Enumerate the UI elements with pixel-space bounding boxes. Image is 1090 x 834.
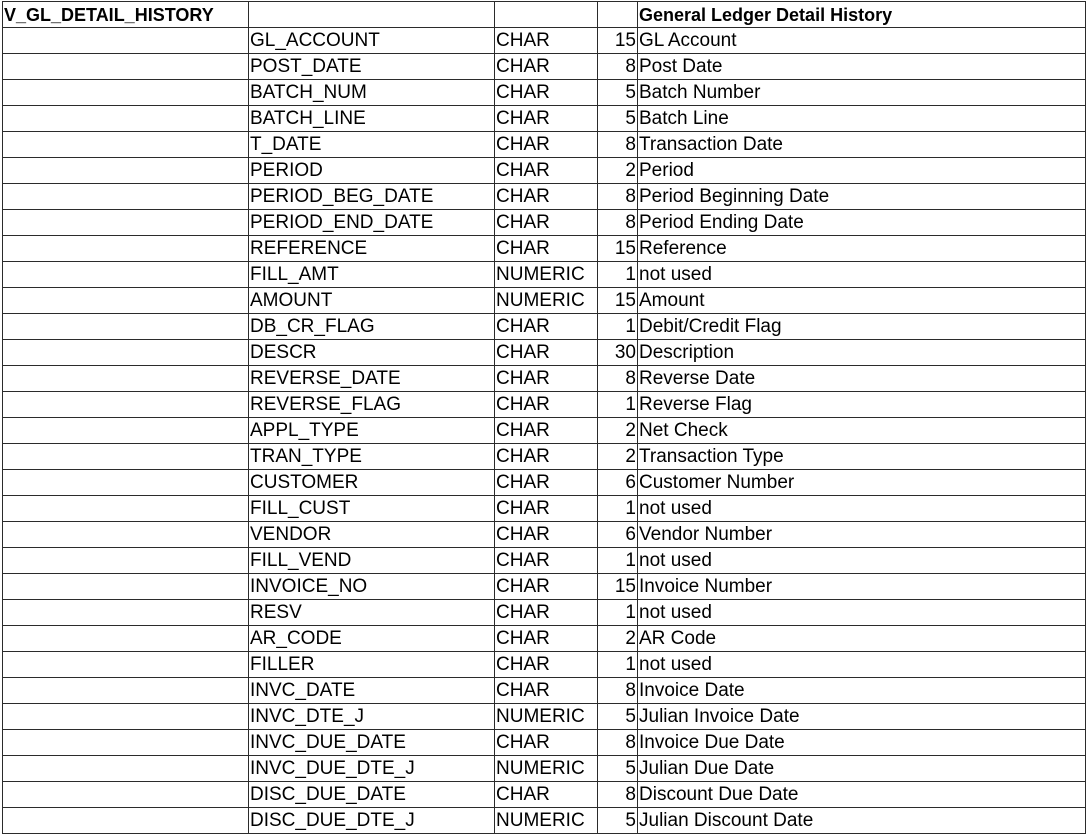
length-cell[interactable]: 8 xyxy=(598,210,638,236)
field-name-cell[interactable]: FILL_AMT xyxy=(249,262,495,288)
blank-cell[interactable] xyxy=(3,652,249,678)
table-row xyxy=(3,80,1086,106)
description-cell[interactable]: not used xyxy=(638,652,1086,678)
field-name-cell[interactable]: INVC_DTE_J xyxy=(249,704,495,730)
field-name-cell[interactable]: APPL_TYPE xyxy=(249,418,495,444)
data-type-cell[interactable]: NUMERIC xyxy=(495,756,598,782)
table-row xyxy=(3,496,1086,522)
length-cell[interactable]: 1 xyxy=(598,314,638,340)
data-type-cell[interactable]: CHAR xyxy=(495,626,598,652)
table-row xyxy=(3,54,1086,80)
length-cell[interactable]: 5 xyxy=(598,106,638,132)
empty-cell[interactable] xyxy=(249,2,495,28)
table-row xyxy=(3,392,1086,418)
description-cell[interactable]: Transaction Date xyxy=(638,132,1086,158)
blank-cell[interactable] xyxy=(3,80,249,106)
description-cell[interactable]: Description xyxy=(638,340,1086,366)
blank-cell[interactable] xyxy=(3,54,249,80)
data-type-cell[interactable]: CHAR xyxy=(495,730,598,756)
description-cell[interactable]: Transaction Type xyxy=(638,444,1086,470)
data-type-cell[interactable]: CHAR xyxy=(495,366,598,392)
data-type-cell[interactable]: CHAR xyxy=(495,600,598,626)
field-name-cell[interactable]: REFERENCE xyxy=(249,236,495,262)
field-name-cell[interactable]: DESCR xyxy=(249,340,495,366)
length-cell[interactable]: 5 xyxy=(598,80,638,106)
blank-cell[interactable] xyxy=(3,574,249,600)
description-cell[interactable]: Reverse Date xyxy=(638,366,1086,392)
data-type-cell[interactable]: CHAR xyxy=(495,496,598,522)
length-cell[interactable]: 2 xyxy=(598,158,638,184)
field-name-cell[interactable]: CUSTOMER xyxy=(249,470,495,496)
length-cell[interactable]: 1 xyxy=(598,262,638,288)
blank-cell[interactable] xyxy=(3,522,249,548)
field-name-cell[interactable]: AMOUNT xyxy=(249,288,495,314)
data-type-cell[interactable]: CHAR xyxy=(495,392,598,418)
description-cell[interactable]: Period Ending Date xyxy=(638,210,1086,236)
description-cell[interactable]: Debit/Credit Flag xyxy=(638,314,1086,340)
field-name-cell[interactable]: REVERSE_FLAG xyxy=(249,392,495,418)
description-cell[interactable]: not used xyxy=(638,496,1086,522)
description-cell[interactable]: Period Beginning Date xyxy=(638,184,1086,210)
blank-cell[interactable] xyxy=(3,756,249,782)
data-type-cell[interactable]: CHAR xyxy=(495,782,598,808)
data-type-cell[interactable]: CHAR xyxy=(495,522,598,548)
description-cell[interactable]: Reference xyxy=(638,236,1086,262)
data-type-cell[interactable]: CHAR xyxy=(495,340,598,366)
field-name-cell[interactable]: TRAN_TYPE xyxy=(249,444,495,470)
table-row xyxy=(3,756,1086,782)
blank-cell[interactable] xyxy=(3,548,249,574)
table-row xyxy=(3,314,1086,340)
description-cell[interactable]: Net Check xyxy=(638,418,1086,444)
blank-cell[interactable] xyxy=(3,600,249,626)
description-cell[interactable]: Julian Invoice Date xyxy=(638,704,1086,730)
field-name-cell[interactable]: DISC_DUE_DTE_J xyxy=(249,808,495,834)
table-row xyxy=(3,418,1086,444)
length-cell[interactable]: 15 xyxy=(598,236,638,262)
table-row xyxy=(3,210,1086,236)
data-type-cell[interactable]: NUMERIC xyxy=(495,704,598,730)
length-cell[interactable]: 1 xyxy=(598,392,638,418)
blank-cell[interactable] xyxy=(3,106,249,132)
description-cell[interactable]: Invoice Date xyxy=(638,678,1086,704)
length-cell[interactable]: 15 xyxy=(598,574,638,600)
header-row xyxy=(3,2,1086,28)
blank-cell[interactable] xyxy=(3,444,249,470)
table-row xyxy=(3,236,1086,262)
description-cell[interactable]: Julian Discount Date xyxy=(638,808,1086,834)
length-cell[interactable]: 6 xyxy=(598,470,638,496)
blank-cell[interactable] xyxy=(3,288,249,314)
length-cell[interactable]: 1 xyxy=(598,600,638,626)
table-row xyxy=(3,782,1086,808)
field-name-cell[interactable]: DB_CR_FLAG xyxy=(249,314,495,340)
field-name-cell[interactable]: AR_CODE xyxy=(249,626,495,652)
blank-cell[interactable] xyxy=(3,392,249,418)
field-name-cell[interactable]: INVC_DATE xyxy=(249,678,495,704)
description-cell[interactable]: Customer Number xyxy=(638,470,1086,496)
length-cell[interactable]: 2 xyxy=(598,626,638,652)
blank-cell[interactable] xyxy=(3,262,249,288)
blank-cell[interactable] xyxy=(3,470,249,496)
field-name-cell[interactable]: BATCH_NUM xyxy=(249,80,495,106)
data-type-cell[interactable]: CHAR xyxy=(495,678,598,704)
table-row xyxy=(3,522,1086,548)
data-type-cell[interactable]: CHAR xyxy=(495,418,598,444)
blank-cell[interactable] xyxy=(3,626,249,652)
description-cell[interactable]: Amount xyxy=(638,288,1086,314)
data-type-cell[interactable]: CHAR xyxy=(495,158,598,184)
length-cell[interactable]: 8 xyxy=(598,366,638,392)
table-row xyxy=(3,288,1086,314)
description-cell[interactable]: Invoice Number xyxy=(638,574,1086,600)
description-cell[interactable]: Vendor Number xyxy=(638,522,1086,548)
data-type-cell[interactable]: CHAR xyxy=(495,574,598,600)
blank-cell[interactable] xyxy=(3,704,249,730)
table-row xyxy=(3,470,1086,496)
length-cell[interactable]: 1 xyxy=(598,652,638,678)
table-row xyxy=(3,132,1086,158)
blank-cell[interactable] xyxy=(3,28,249,54)
blank-cell[interactable] xyxy=(3,236,249,262)
data-type-cell[interactable]: CHAR xyxy=(495,28,598,54)
data-type-cell[interactable]: CHAR xyxy=(495,80,598,106)
field-name-cell[interactable]: INVC_DUE_DATE xyxy=(249,730,495,756)
field-name-cell[interactable]: INVC_DUE_DTE_J xyxy=(249,756,495,782)
field-name-cell[interactable]: RESV xyxy=(249,600,495,626)
data-type-cell[interactable]: CHAR xyxy=(495,314,598,340)
field-name-cell[interactable]: T_DATE xyxy=(249,132,495,158)
blank-cell[interactable] xyxy=(3,158,249,184)
data-type-cell[interactable]: CHAR xyxy=(495,652,598,678)
length-cell[interactable]: 2 xyxy=(598,418,638,444)
field-name-cell[interactable]: INVOICE_NO xyxy=(249,574,495,600)
table-row xyxy=(3,730,1086,756)
data-type-cell[interactable]: CHAR xyxy=(495,548,598,574)
field-name-cell[interactable]: PERIOD xyxy=(249,158,495,184)
description-cell[interactable]: Period xyxy=(638,158,1086,184)
length-cell[interactable]: 5 xyxy=(598,808,638,834)
blank-cell[interactable] xyxy=(3,314,249,340)
table-row xyxy=(3,600,1086,626)
table-row xyxy=(3,574,1086,600)
field-name-cell[interactable]: REVERSE_DATE xyxy=(249,366,495,392)
length-cell[interactable]: 2 xyxy=(598,444,638,470)
description-cell[interactable]: Post Date xyxy=(638,54,1086,80)
length-cell[interactable]: 5 xyxy=(598,704,638,730)
field-name-cell[interactable]: GL_ACCOUNT xyxy=(249,28,495,54)
blank-cell[interactable] xyxy=(3,366,249,392)
length-cell[interactable]: 15 xyxy=(598,28,638,54)
length-cell[interactable]: 1 xyxy=(598,496,638,522)
description-cell[interactable]: AR Code xyxy=(638,626,1086,652)
data-type-cell[interactable]: CHAR xyxy=(495,132,598,158)
description-cell[interactable]: Batch Line xyxy=(638,106,1086,132)
field-name-cell[interactable]: FILLER xyxy=(249,652,495,678)
data-type-cell[interactable]: CHAR xyxy=(495,54,598,80)
length-cell[interactable]: 8 xyxy=(598,184,638,210)
table-row xyxy=(3,678,1086,704)
table-row xyxy=(3,626,1086,652)
table-row xyxy=(3,158,1086,184)
blank-cell[interactable] xyxy=(3,340,249,366)
blank-cell[interactable] xyxy=(3,184,249,210)
data-type-cell[interactable]: NUMERIC xyxy=(495,808,598,834)
length-cell[interactable]: 30 xyxy=(598,340,638,366)
data-type-cell[interactable]: CHAR xyxy=(495,106,598,132)
description-cell[interactable]: Julian Due Date xyxy=(638,756,1086,782)
field-name-cell[interactable]: BATCH_LINE xyxy=(249,106,495,132)
data-type-cell[interactable]: CHAR xyxy=(495,184,598,210)
data-type-cell[interactable]: CHAR xyxy=(495,470,598,496)
length-cell[interactable]: 8 xyxy=(598,782,638,808)
length-cell[interactable]: 8 xyxy=(598,132,638,158)
data-type-cell[interactable]: NUMERIC xyxy=(495,262,598,288)
description-cell[interactable]: not used xyxy=(638,262,1086,288)
table-row xyxy=(3,28,1086,54)
blank-cell[interactable] xyxy=(3,210,249,236)
description-cell[interactable]: GL Account xyxy=(638,28,1086,54)
blank-cell[interactable] xyxy=(3,496,249,522)
data-type-cell[interactable]: CHAR xyxy=(495,210,598,236)
data-type-cell[interactable]: CHAR xyxy=(495,236,598,262)
data-type-cell[interactable]: CHAR xyxy=(495,444,598,470)
description-cell[interactable]: Reverse Flag xyxy=(638,392,1086,418)
blank-cell[interactable] xyxy=(3,132,249,158)
table-title-cell[interactable]: General Ledger Detail History xyxy=(638,2,1086,28)
length-cell[interactable]: 5 xyxy=(598,756,638,782)
table-row xyxy=(3,106,1086,132)
table-row xyxy=(3,340,1086,366)
table-row xyxy=(3,548,1086,574)
field-name-cell[interactable]: PERIOD_END_DATE xyxy=(249,210,495,236)
description-cell[interactable]: not used xyxy=(638,548,1086,574)
table-row xyxy=(3,704,1086,730)
length-cell[interactable]: 15 xyxy=(598,288,638,314)
blank-cell[interactable] xyxy=(3,782,249,808)
description-cell[interactable]: Invoice Due Date xyxy=(638,730,1086,756)
table-row xyxy=(3,444,1086,470)
data-type-cell[interactable]: NUMERIC xyxy=(495,288,598,314)
length-cell[interactable]: 8 xyxy=(598,730,638,756)
description-cell[interactable]: Batch Number xyxy=(638,80,1086,106)
table-body xyxy=(3,2,1086,834)
description-cell[interactable]: not used xyxy=(638,600,1086,626)
blank-cell[interactable] xyxy=(3,678,249,704)
empty-cell[interactable] xyxy=(495,2,598,28)
table-row xyxy=(3,652,1086,678)
length-cell[interactable]: 8 xyxy=(598,678,638,704)
field-name-cell[interactable]: DISC_DUE_DATE xyxy=(249,782,495,808)
description-cell[interactable]: Discount Due Date xyxy=(638,782,1086,808)
empty-cell[interactable] xyxy=(598,2,638,28)
view-name-cell[interactable]: V_GL_DETAIL_HISTORY xyxy=(3,2,249,28)
length-cell[interactable]: 6 xyxy=(598,522,638,548)
table-row xyxy=(3,366,1086,392)
field-definition-table xyxy=(2,1,1086,834)
field-name-cell[interactable]: FILL_VEND xyxy=(249,548,495,574)
length-cell[interactable]: 1 xyxy=(598,548,638,574)
field-name-cell[interactable]: VENDOR xyxy=(249,522,495,548)
blank-cell[interactable] xyxy=(3,730,249,756)
length-cell[interactable]: 8 xyxy=(598,54,638,80)
blank-cell[interactable] xyxy=(3,418,249,444)
field-name-cell[interactable]: POST_DATE xyxy=(249,54,495,80)
table-row xyxy=(3,184,1086,210)
field-name-cell[interactable]: PERIOD_BEG_DATE xyxy=(249,184,495,210)
field-name-cell[interactable]: FILL_CUST xyxy=(249,496,495,522)
table-row xyxy=(3,262,1086,288)
